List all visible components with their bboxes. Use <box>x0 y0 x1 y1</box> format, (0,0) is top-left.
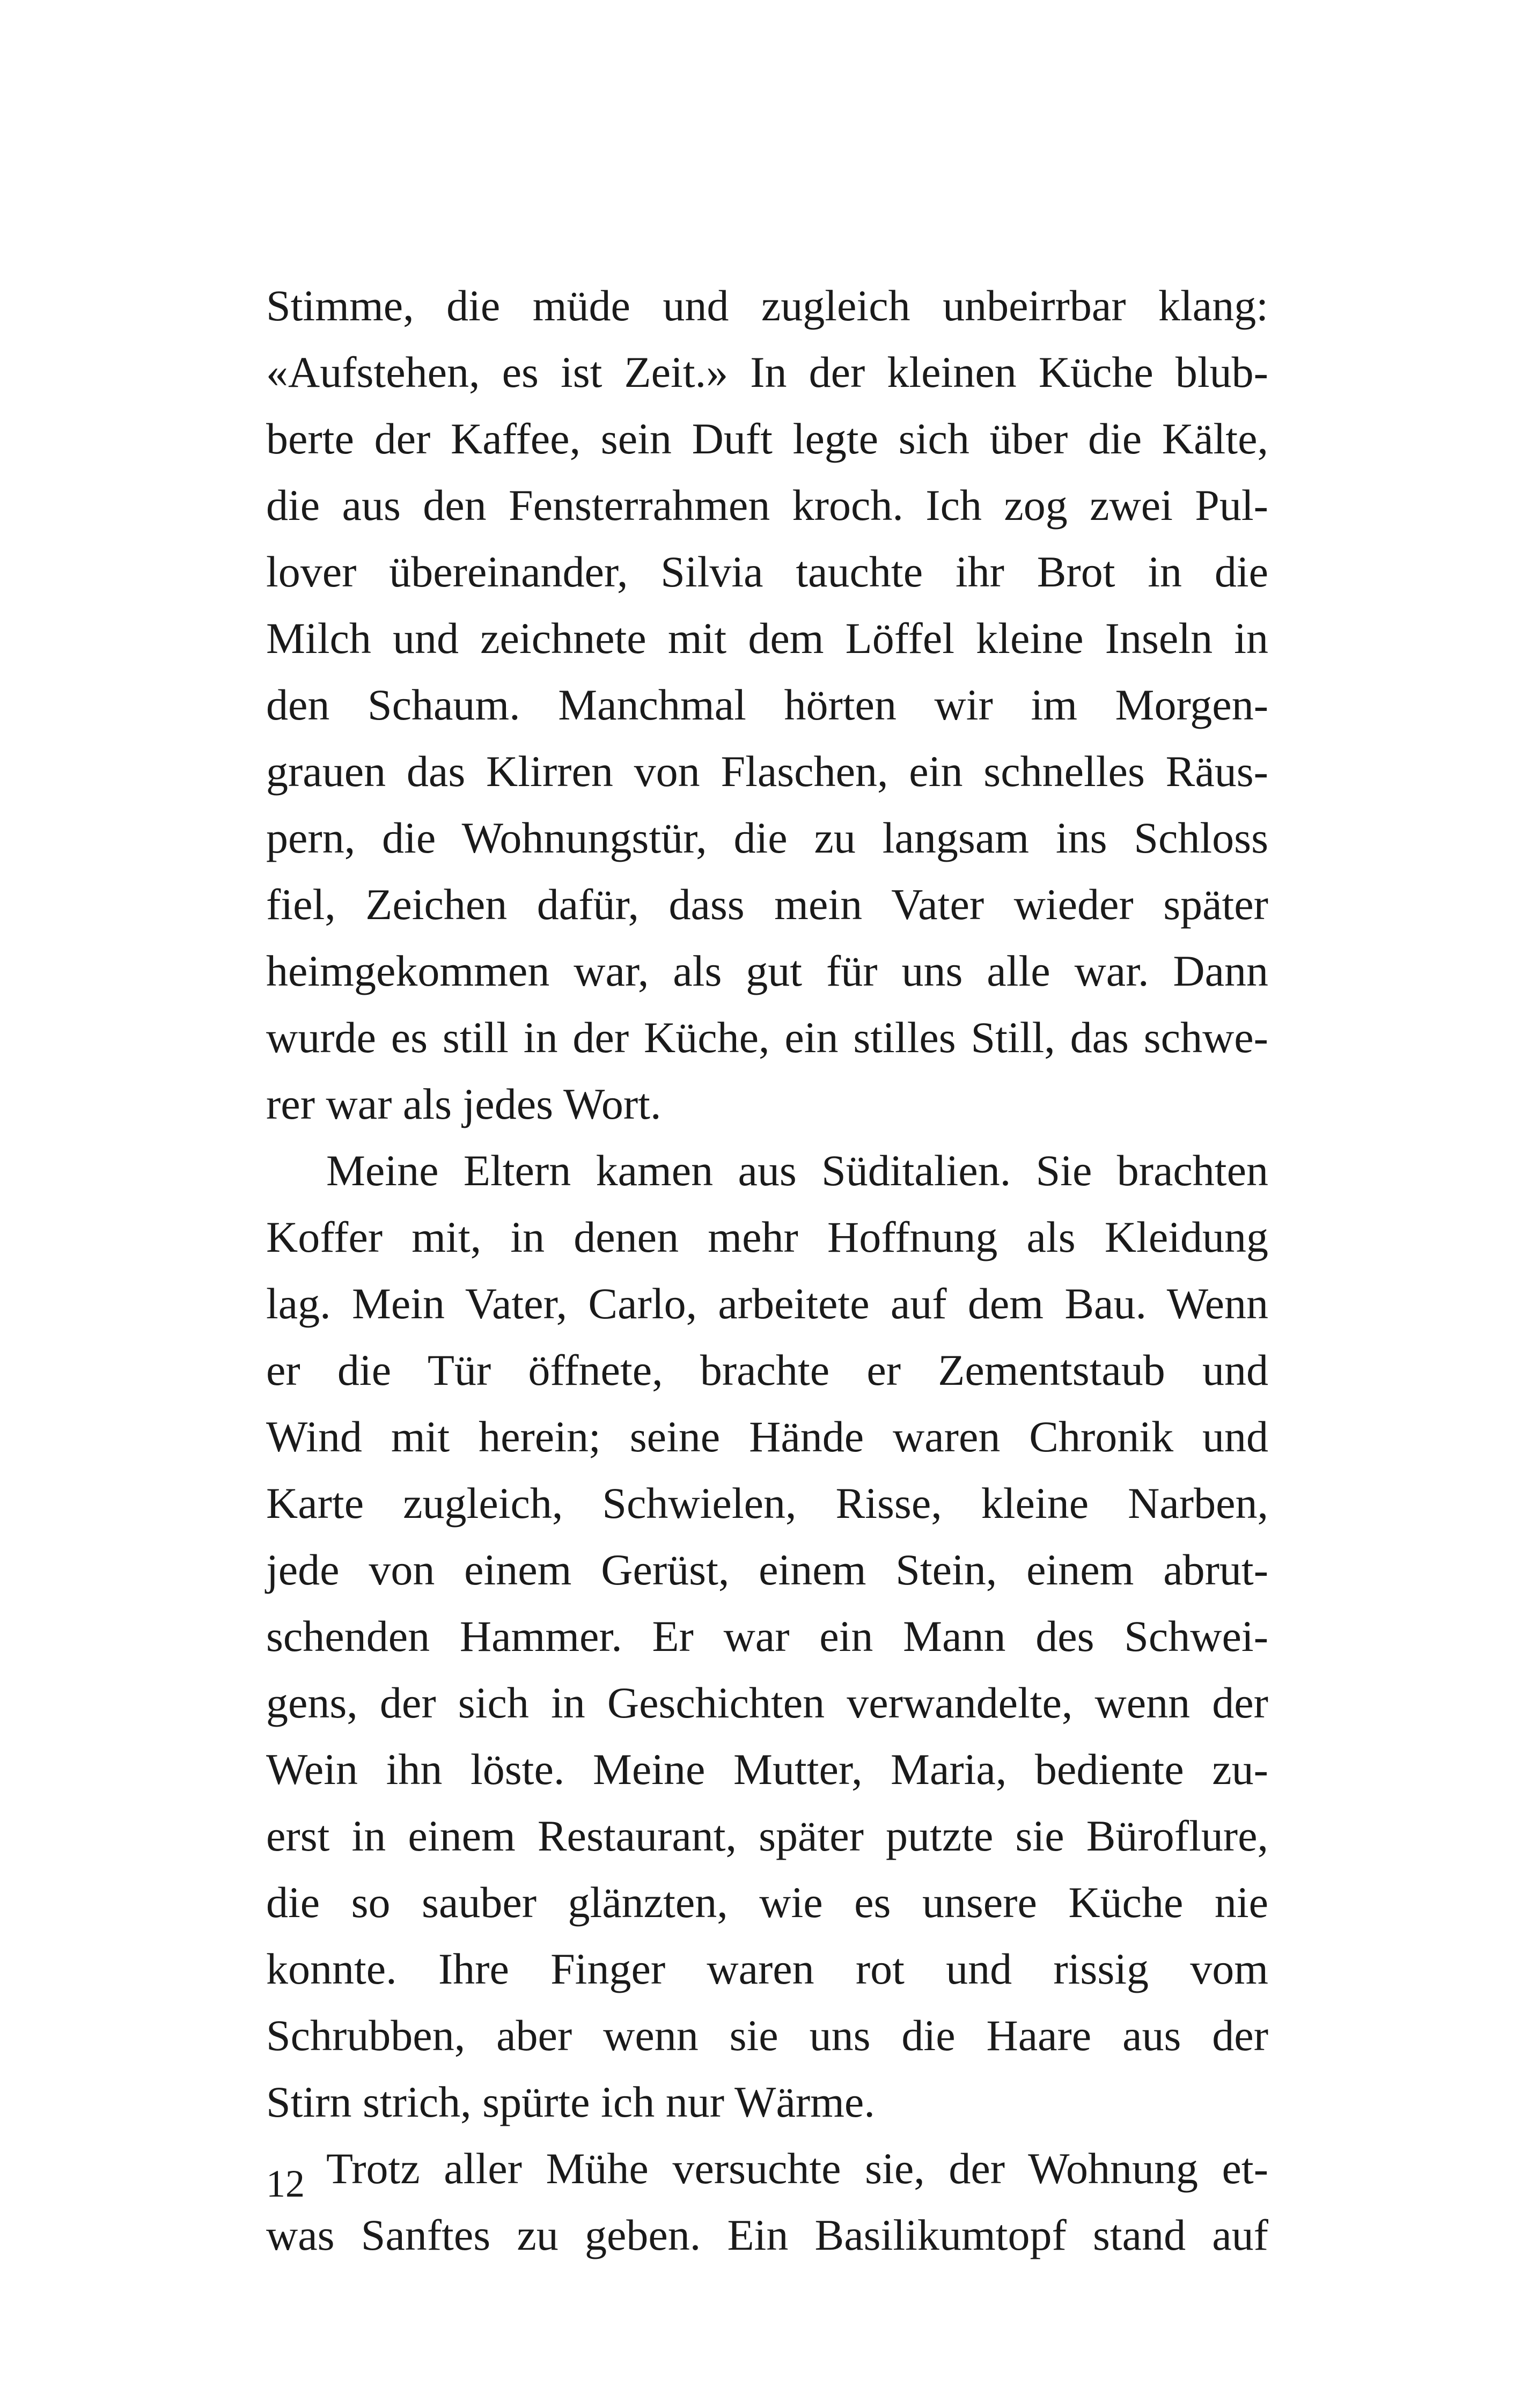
text-line: Koffer mit, in denen mehr Hoffnung als Kleidung <box>266 1213 1268 1261</box>
text-line: lover übereinander, Silvia tauchte ihr Brot in die <box>266 547 1268 596</box>
text-line: Schrubben, aber wenn sie uns die Haare aus der <box>266 2011 1268 2060</box>
text-line: pern, die Wohnungstür, die zu langsam ins Schloss <box>266 813 1268 862</box>
text-line: konnte. Ihre Finger waren rot und rissig vom <box>266 1944 1268 1993</box>
text-line: berte der Kaffee, sein Duft legte sich über die Kälte, <box>266 414 1268 463</box>
text-line: Milch und zeichnete mit dem Löffel kleine Inseln in <box>266 614 1268 663</box>
text-line: die so sauber glänzten, wie es unsere Küche nie <box>266 1878 1268 1927</box>
text-line: Wein ihn löste. Meine Mutter, Maria, bediente zu- <box>266 1745 1268 1794</box>
paragraph-start-line: Trotz aller Mühe versuchte sie, der Wohnung et- <box>326 2144 1268 2193</box>
text-line: schenden Hammer. Er war ein Mann des Schwei- <box>266 1612 1268 1661</box>
text-line: fiel, Zeichen dafür, dass mein Vater wieder später <box>266 880 1268 929</box>
text-line: was Sanftes zu geben. Ein Basilikumtopf stand auf <box>266 2211 1268 2259</box>
paragraph-start-line: Meine Eltern kamen aus Süditalien. Sie brachten <box>326 1146 1268 1195</box>
body-text <box>266 273 1268 2268</box>
text-line: wurde es still in der Küche, ein stilles Still, das schwe- <box>266 1013 1268 1062</box>
text-line: er die Tür öffnete, brachte er Zementstaub und <box>266 1346 1268 1394</box>
text-line: lag. Mein Vater, Carlo, arbeitete auf dem Bau. Wenn <box>266 1279 1268 1328</box>
page-number: 12 <box>266 2162 305 2205</box>
text-line: Stimme, die müde und zugleich unbeirrbar klang: <box>266 281 1268 330</box>
paragraph-end-line: rer war als jedes Wort. <box>266 1080 662 1128</box>
text-line: gens, der sich in Geschichten verwandelte, wenn der <box>266 1678 1268 1727</box>
text-line: erst in einem Restaurant, später putzte sie Büroflure, <box>266 1811 1268 1860</box>
text-line: heimgekommen war, als gut für uns alle war. Dann <box>266 946 1268 995</box>
text-line: «Aufstehen, es ist Zeit.» In der kleinen Küche blub- <box>266 348 1268 397</box>
text-line: Karte zugleich, Schwielen, Risse, kleine Narben, <box>266 1479 1268 1528</box>
paragraph-end-line: Stirn strich, spürte ich nur Wärme. <box>266 2077 875 2126</box>
text-line: Wind mit herein; seine Hände waren Chronik und <box>266 1412 1268 1461</box>
text-line: jede von einem Gerüst, einem Stein, einem abrut- <box>266 1545 1268 1594</box>
text-line: grauen das Klirren von Flaschen, ein schnelles Räus- <box>266 747 1268 796</box>
text-line: die aus den Fensterrahmen kroch. Ich zog zwei Pul- <box>266 481 1268 530</box>
text-line: den Schaum. Manchmal hörten wir im Morgen- <box>266 680 1268 729</box>
